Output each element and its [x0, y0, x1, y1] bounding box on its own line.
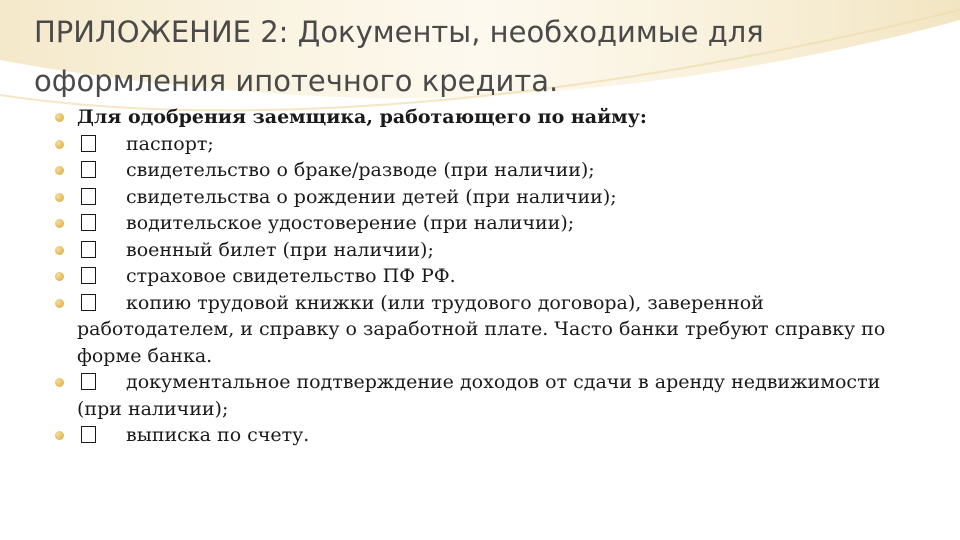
list-item-text: копию трудовой книжки (или трудового договора), заверенной работодателем, и справку о заработной плате. Часто банки требуют справку по форме банка. — [77, 291, 886, 367]
checkbox-icon — [81, 161, 96, 178]
bullet-icon — [55, 378, 64, 387]
bullet-icon — [55, 113, 64, 122]
list-item-text: выписка по счету. — [126, 424, 310, 446]
list-item — [55, 210, 915, 237]
slide-title: ПРИЛОЖЕНИЕ 2: Документы, необходимые для оформления ипотечного кредита. — [34, 15, 764, 98]
list-item — [55, 237, 915, 264]
checkbox-icon — [81, 188, 96, 205]
bullet-icon — [55, 272, 64, 281]
list-item-text: военный билет (при наличии); — [126, 238, 434, 261]
list-item — [55, 290, 915, 370]
bullet-icon — [55, 246, 64, 255]
list-item — [55, 263, 915, 290]
list-item — [55, 157, 915, 184]
list-item — [55, 369, 915, 422]
list-item-text: водительское удостоверение (при наличии); — [126, 212, 575, 234]
bullet-icon — [55, 140, 64, 149]
bullet-icon — [55, 431, 64, 440]
checkbox-icon — [81, 214, 96, 231]
list-item-text: свидетельство о браке/разводе (при наличии); — [126, 159, 595, 181]
list-item-text: документальное подтверждение доходов от сдачи в аренду недвижимости (при наличии); — [77, 371, 881, 420]
bullet-icon — [55, 219, 64, 228]
list-item-text: страховое свидетельство ПФ РФ. — [126, 265, 456, 287]
list-item-text: Для одобрения заемщика, работающего по найму: — [77, 106, 647, 128]
list-item — [55, 422, 915, 449]
document-list — [55, 104, 915, 449]
checkbox-icon — [81, 426, 96, 443]
list-item — [55, 104, 915, 131]
checkbox-icon — [81, 241, 96, 258]
list-item-text: свидетельства о рождении детей (при наличии); — [126, 185, 617, 208]
checkbox-icon — [81, 373, 96, 390]
list-item — [55, 184, 915, 211]
checkbox-icon — [81, 294, 96, 311]
bullet-icon — [55, 166, 64, 175]
bullet-icon — [55, 193, 64, 202]
list-item-text: паспорт; — [126, 132, 214, 155]
bullet-icon — [55, 299, 64, 308]
checkbox-icon — [81, 135, 96, 152]
checkbox-icon — [81, 267, 96, 284]
list-item — [55, 131, 915, 158]
